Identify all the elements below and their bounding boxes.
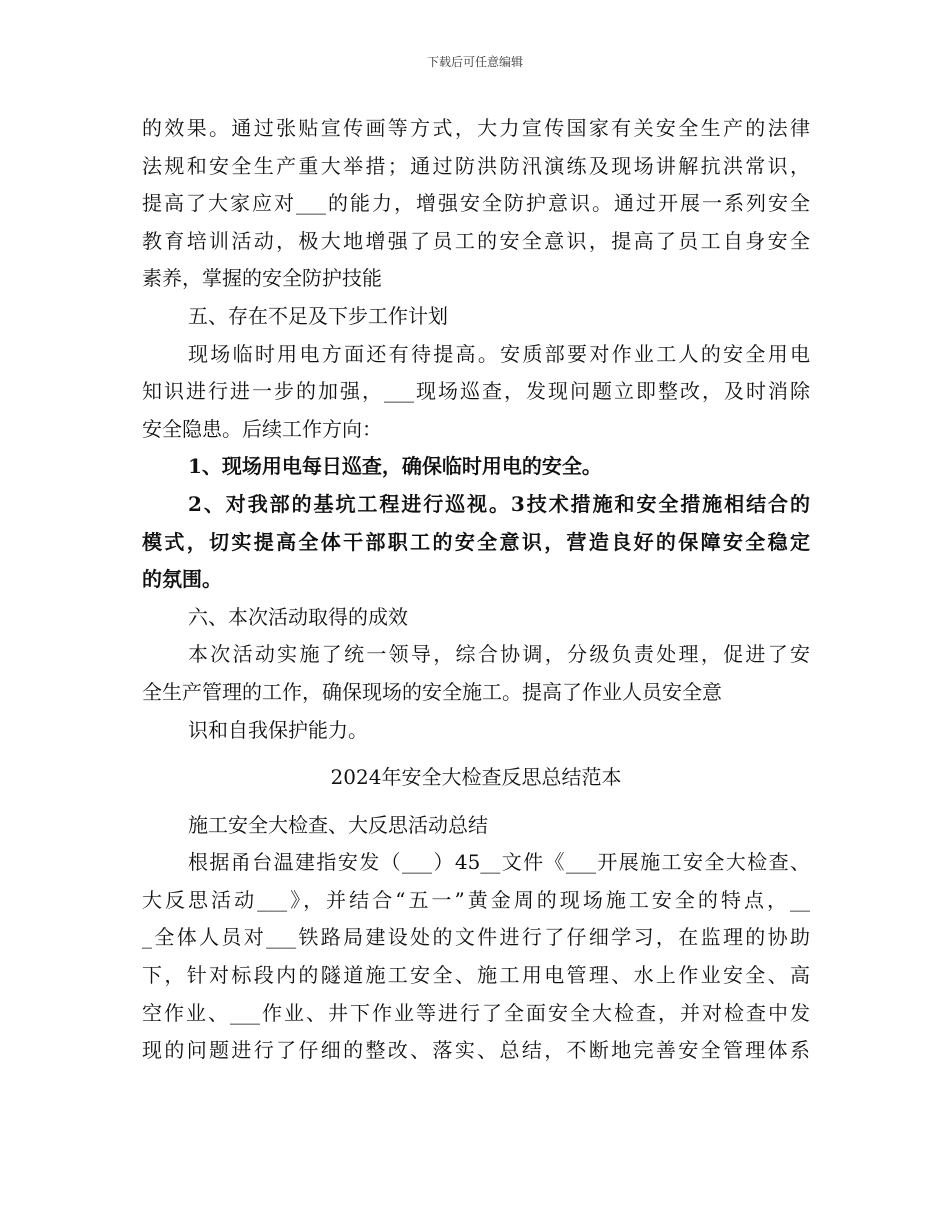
body-line: 下，针对标段内的隧道施工安全、施工用电管理、水上作业安全、高 <box>142 963 810 988</box>
body-line: 全生产管理的工作，确保现场的安全施工。提高了作业人员安全意 <box>142 679 722 704</box>
body-line: 的效果。通过张贴宣传画等方式，大力宣传国家有关安全生产的法律 <box>142 116 810 140</box>
body-line: 空作业、___作业、井下作业等进行了全面安全大检查，并对检查中发 <box>142 1000 810 1025</box>
list-item: 2、对我部的基坑工程进行巡视。3技术措施和安全措施相结合的 <box>188 491 810 516</box>
section-heading: 五、存在不足及下步工作计划 <box>188 303 448 328</box>
body-line: 现场临时用电方面还有待提高。安质部要对作业工人的安全用电 <box>188 341 810 366</box>
body-line: 本次活动实施了统一领导，综合协调，分级负责处理，促进了安 <box>188 642 810 667</box>
document-body <box>142 110 810 1070</box>
body-line: 法规和安全生产重大举措；通过防洪防汛演练及现场讲解抗洪常识， <box>142 153 810 178</box>
subtitle-line: 施工安全大检查、大反思活动总结 <box>188 812 488 837</box>
document-title: 2024年安全大检查反思总结范本 <box>330 765 622 790</box>
page-header-note: 下载后可任意编辑 <box>426 55 523 69</box>
body-line: 素养，掌握的安全防护技能 <box>142 266 382 291</box>
list-item: 模式，切实提高全体干部职工的安全意识，营造良好的保障安全稳定 <box>142 529 810 554</box>
body-line: _全体人员对___铁路局建设处的文件进行了仔细学习，在监理的协助 <box>142 925 810 950</box>
body-line: 提高了大家应对___的能力，增强安全防护意识。通过开展一系列安全 <box>142 191 810 216</box>
body-line: 安全隐患。后续工作方向： <box>142 416 382 441</box>
body-line: 现的问题进行了仔细的整改、落实、总结，不断地完善安全管理体系 <box>142 1038 810 1063</box>
body-line: 知识进行进一步的加强，___现场巡查，发现问题立即整改，及时消除 <box>142 379 810 404</box>
body-line: 识和自我保护能力。 <box>188 717 368 742</box>
body-line: 大反思活动___》，并结合“五一”黄金周的现场施工安全的特点，__ <box>142 887 810 912</box>
body-line: 根据甬台温建指安发（___）45__文件《___开展施工安全大检查、 <box>188 850 810 875</box>
section-heading: 六、本次活动取得的成效 <box>188 604 408 629</box>
body-line: 教育培训活动，极大地增强了员工的安全意识，提高了员工自身安全 <box>142 228 810 253</box>
list-item: 1、现场用电每日巡查，确保临时用电的安全。 <box>188 454 602 479</box>
list-item: 的氛围。 <box>142 567 222 592</box>
